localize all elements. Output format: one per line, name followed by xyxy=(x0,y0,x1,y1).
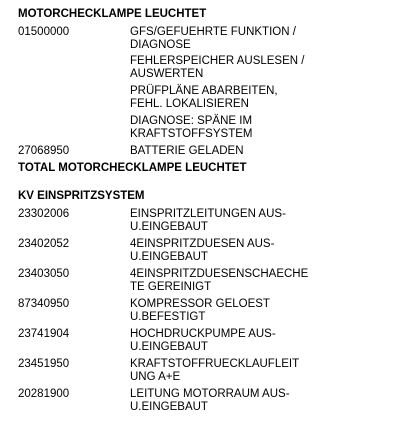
item-code: 87340950 xyxy=(18,298,70,310)
section-title-einspritzsystem: KV EINSPRITZSYSTEM xyxy=(18,190,145,202)
item-description xyxy=(130,145,390,158)
item-description-line: UNG A+E xyxy=(130,371,181,383)
item-description-line: U.EINGEBAUT xyxy=(130,251,208,263)
item-code: 23403050 xyxy=(18,268,70,280)
item-description-line: HOCHDRUCKPUMPE AUS- xyxy=(130,328,276,340)
item-description-line: EINSPRITZLEITUNGEN AUS- xyxy=(130,208,286,220)
item-description-line: U.EINGEBAUT xyxy=(130,341,208,353)
item-description-line: AUSWERTEN xyxy=(130,68,204,80)
item-description-line: KOMPRESSOR GELOEST xyxy=(130,298,270,310)
item-description xyxy=(130,115,390,141)
item-description xyxy=(130,298,390,324)
item-description-line: KRAFTSTOFFSYSTEM xyxy=(130,128,253,140)
item-description-line: FEHLERSPEICHER AUSLESEN / xyxy=(130,55,305,67)
item-description xyxy=(130,208,390,234)
item-description-line: 4EINSPRITZDUESENSCHAECHE xyxy=(130,268,309,280)
item-description xyxy=(130,268,390,294)
item-description-line: PRÜFPLÄNE ABARBEITEN, xyxy=(130,85,278,97)
item-description-line: U.EINGEBAUT xyxy=(130,401,208,413)
item-description-line: LEITUNG MOTORRAUM AUS- xyxy=(130,388,290,400)
item-description xyxy=(130,238,390,264)
section-total: TOTAL MOTORCHECKLAMPE LEUCHTET xyxy=(18,162,247,174)
item-description xyxy=(130,328,390,354)
item-description-line: DIAGNOSE xyxy=(130,39,191,51)
item-description-line: U.EINGEBAUT xyxy=(130,221,208,233)
item-description-line: U.BEFESTIGT xyxy=(130,311,206,323)
item-code: 20281900 xyxy=(18,388,70,400)
item-description-line: GFS/GEFUEHRTE FUNKTION / xyxy=(130,26,296,38)
item-description-line: 4EINSPRITZDUESEN AUS- xyxy=(130,238,275,250)
item-description-line: KRAFTSTOFFRUECKLAUFLEIT xyxy=(130,358,300,370)
item-description xyxy=(130,26,390,52)
item-description xyxy=(130,85,390,111)
section-title-motorchecklampe: MOTORCHECKLAMPE LEUCHTET xyxy=(18,8,207,20)
item-description-line: DIAGNOSE: SPÄNE IM xyxy=(130,115,253,127)
item-description xyxy=(130,358,390,384)
item-description xyxy=(130,388,390,414)
item-code: 23402052 xyxy=(18,238,70,250)
item-description-line: BATTERIE GELADEN xyxy=(130,145,244,157)
item-description-line: FEHL. LOKALISIEREN xyxy=(130,98,249,110)
item-code: 23741904 xyxy=(18,328,70,340)
item-code: 27068950 xyxy=(18,145,70,157)
item-code: 23451950 xyxy=(18,358,70,370)
item-code: 01500000 xyxy=(18,26,70,38)
item-description xyxy=(130,55,390,81)
item-description-line: TE GEREINIGT xyxy=(130,281,212,293)
item-code: 23302006 xyxy=(18,208,70,220)
